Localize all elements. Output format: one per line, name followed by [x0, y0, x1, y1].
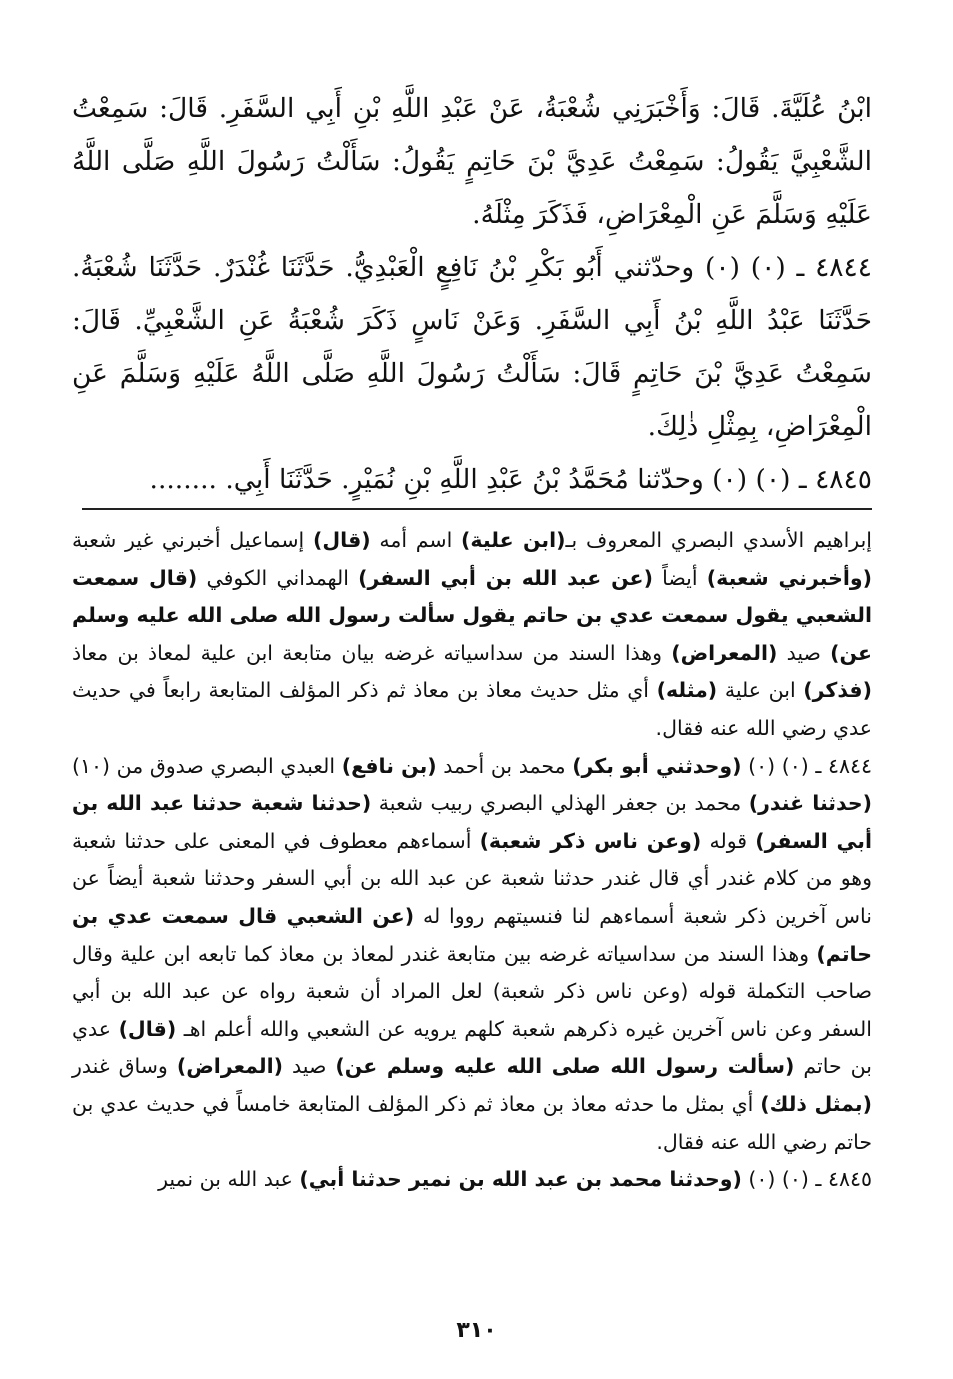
quoted-matn-phrase: (عن عبد الله بن أبي السفر) — [358, 565, 653, 590]
quoted-matn-phrase: (المعراض) — [671, 640, 778, 665]
commentary-text: وهذا السند من سداسياته غرضه بيان متابعة ابن علية لمعاذ بن معاذ — [72, 640, 672, 665]
commentary-text: أي بمثل ما حدثه معاذ بن معاذ ثم ذكر المؤلف المتابعة خامساً في حديث عدي بن حاتم رضي الله عنه فقال. — [72, 1091, 872, 1154]
quoted-matn-phrase: (بمثل ذلك) — [760, 1091, 872, 1116]
commentary-text: محمد بن أحمد — [436, 753, 573, 778]
commentary-text: العبدي البصري صدوق من (١٠) — [72, 753, 342, 778]
commentary-text: ابن علية — [717, 678, 804, 703]
divider-line — [82, 508, 872, 510]
commentary-text: اسم أمه — [370, 528, 462, 552]
commentary-text: الهمداني الكوفي — [197, 565, 359, 590]
commentary-text: وهذا السند من سداسياته غرضه بين متابعة غندر لمعاذ بن معاذ كما تابعه ابن علية وقال صاحب التكملة قوله (وعن ناس ذكر شعبة) لعل المراد أن شعبة رواه عن عبد الله بن أبي السفر وعن ناس آخرين غيره ذكرهم شعبة كلهم يرويه عن الشعبي والله أعلم اهـ — [72, 941, 872, 1041]
hadith-paragraph-4845: ٤٨٤٥ ـ (٠) (٠) وحدّثنا مُحَمَّدُ بْنُ عَبْدِ اللَّهِ بْنِ نُمَيْرٍ. حَدَّثَنَا أَبِي. ........ — [149, 464, 872, 495]
quoted-matn-phrase: (ابن علية) — [461, 528, 566, 552]
commentary-paragraph-1 — [72, 522, 872, 748]
quoted-matn-phrase: (حدثنا غندر) — [748, 791, 872, 816]
quoted-matn-phrase: (قال) — [118, 1016, 177, 1041]
quoted-matn-phrase: (وحدثنا محمد بن عبد الله بن نمير حدثنا أبي) — [299, 1167, 742, 1192]
quoted-matn-phrase: (عن الشعبي قال سمعت عدي بن حاتم) — [72, 903, 872, 966]
quoted-matn-phrase: (بن نافع) — [341, 753, 437, 778]
commentary-text: ٤٨٤٤ ـ (٠) (٠) — [741, 753, 873, 778]
hadith-paragraph-4844: ٤٨٤٤ ـ (٠) (٠) وحدّثني أَبُو بَكْرِ بْنُ نَافِعٍ الْعَبْدِيُّ. حَدَّثَنَا غُنْدَرٌ. حَدَّثَنَا شُعْبَةُ. حَدَّثَنَا عَبْدُ اللَّهِ بْنُ أَبِي السَّفَرِ. وَعَنْ نَاسٍ ذَكَرَ شُعْبَةُ عَنِ الشَّعْبِيِّ. قَالَ: سَمِعْتُ عَدِيَّ بْنَ حَاتِمٍ قَالَ: سَأَلْتُ رَسُولَ اللَّهِ صَلَّى اللَّهُ عَلَيْهِ وَسَلَّمَ عَنِ الْمِعْرَاضِ، بِمِثْلِ ذٰلِكَ. — [72, 252, 872, 442]
commentary-paragraph-4844 — [72, 748, 872, 1162]
commentary-text: صيد — [777, 640, 831, 665]
quoted-matn-phrase: (وأخبرني شعبة) — [706, 565, 872, 590]
commentary-text: أسماءهم معطوف في المعنى على حدثنا شعبة وهو من كلام غندر أي قال غندر حدثنا شعبة عن عبد الله بن أبي السفر وحدثنا شعبة أيضاً عن ناس آخرين ذكر شعبة أسماءهم لنا فنسيتهم رووا له — [72, 828, 872, 928]
commentary-text: عبد الله بن نمير — [158, 1167, 300, 1192]
page-number: ٣١٠ — [456, 1318, 497, 1343]
hadith-paragraph-1: ابْنُ عُلَيَّةَ. قَالَ: وَأَخْبَرَنِي شُعْبَةُ، عَنْ عَبْدِ اللَّهِ بْنِ أَبِي السَّفَرِ. قَالَ: سَمِعْتُ الشَّعْبِيَّ يَقُولُ: سَمِعْتُ عَدِيَّ بْنَ حَاتِمٍ يَقُولُ: سَأَلْتُ رَسُولَ اللَّهِ صَلَّى اللَّهُ عَلَيْهِ وَسَلَّمَ عَنِ الْمِعْرَاضِ، فَذَكَرَ مِثْلَهُ. — [72, 93, 872, 230]
commentary-text: إبراهيم الأسدي البصري المعروف بـ — [565, 528, 872, 552]
quoted-matn-phrase: (قال) — [312, 528, 371, 552]
quoted-matn-phrase: (قال سمعت الشعبي يقول سمعت عدي بن حاتم يقول سألت رسول الله صلى الله عليه وسلم عن) — [72, 565, 872, 665]
quoted-matn-phrase: (مثله) — [656, 678, 718, 703]
commentary-text: وساق غندر — [72, 1054, 177, 1079]
commentary-text: ٤٨٤٥ ـ (٠) (٠) — [741, 1167, 872, 1192]
commentary-text: أي مثل حديث معاذ بن معاذ ثم ذكر المؤلف المتابعة رابعاً في حديث عدي رضي الله عنه فقال. — [72, 678, 872, 740]
commentary-text: قوله — [701, 828, 756, 853]
quoted-matn-phrase: (وعن ناس ذكر شعبة) — [479, 828, 702, 853]
quoted-matn-phrase: (وحدثني أبو بكر) — [572, 753, 742, 778]
commentary-paragraph-4845 — [72, 1161, 872, 1199]
commentary-text: إسماعيل أخبرني غير شعبة — [72, 528, 313, 552]
quoted-matn-phrase: (المعراض) — [176, 1054, 283, 1079]
commentary-text: أيضاً — [652, 565, 707, 590]
quoted-matn-phrase: (فذكر) — [803, 678, 872, 703]
commentary-text: عدي بن حاتم — [72, 1016, 872, 1079]
commentary-text: محمد بن جعفر الهذلي البصري ربيب شعبة — [371, 791, 749, 816]
commentary-text: صيد — [282, 1054, 336, 1079]
quoted-matn-phrase: (حدثنا شعبة حدثنا عبد الله بن أبي السفر) — [72, 791, 872, 853]
hadith-text-block — [72, 82, 872, 506]
commentary-block — [72, 522, 872, 1199]
quoted-matn-phrase: (سألت رسول الله صلى الله عليه وسلم عن) — [335, 1054, 795, 1079]
